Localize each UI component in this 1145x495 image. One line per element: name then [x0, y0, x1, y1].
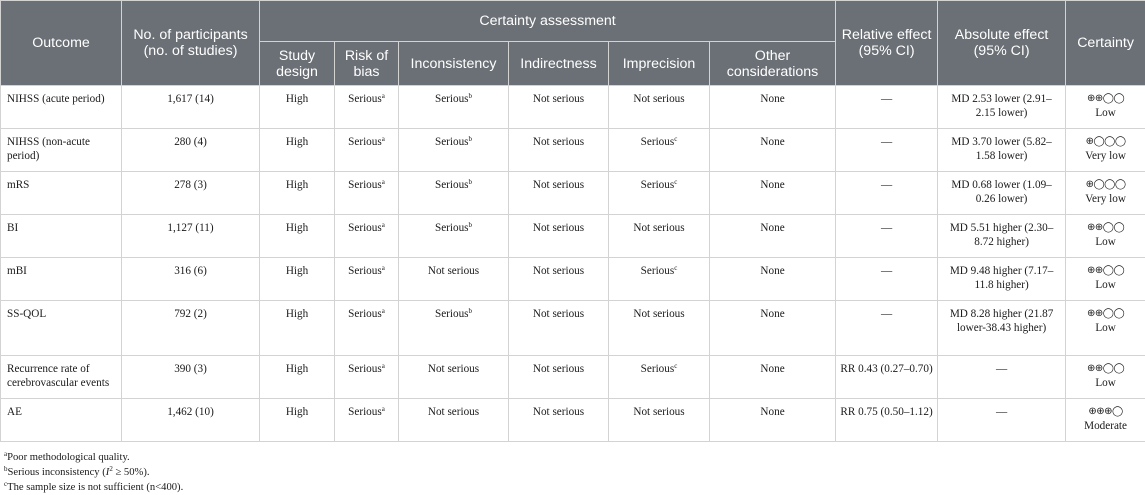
cell-relative-effect: — — [836, 86, 938, 129]
cell-inconsistency: Serious$^b$ — [399, 301, 509, 356]
cell-absolute-effect: MD 2.53 lower (2.91–2.15 lower) — [938, 86, 1066, 129]
cell-relative-effect: RR 0.75 (0.50–1.12) — [836, 399, 938, 442]
cell-indirectness: Not serious — [509, 356, 609, 399]
cell-risk-of-bias: Serious$^a$ — [335, 215, 399, 258]
certainty-label: Low — [1070, 376, 1141, 390]
cell-relative-effect: — — [836, 129, 938, 172]
cell-indirectness: Not serious — [509, 258, 609, 301]
table-row — [1, 356, 1145, 399]
cell-study-design: High — [260, 356, 335, 399]
cell-absolute-effect: MD 5.51 higher (2.30–8.72 higher) — [938, 215, 1066, 258]
cell-participants: 390 (3) — [122, 356, 260, 399]
footnote-b: $^b$Serious inconsistency $(I^2 \ge 50\%)$. — [4, 465, 1145, 480]
cell-study-design: High — [260, 129, 335, 172]
header-indirectness: Indirectness — [509, 42, 609, 86]
cell-risk-of-bias: Serious$^a$ — [335, 86, 399, 129]
cell-inconsistency: Serious$^b$ — [399, 86, 509, 129]
cell-certainty — [1066, 86, 1145, 129]
cell-relative-effect: — — [836, 258, 938, 301]
header-other-considerations: Other considerations — [710, 42, 836, 86]
cell-participants: 1,617 (14) — [122, 86, 260, 129]
cell-imprecision: Serious$^c$ — [609, 129, 710, 172]
cell-relative-effect: — — [836, 172, 938, 215]
cell-relative-effect: RR 0.43 (0.27–0.70) — [836, 356, 938, 399]
cell-study-design: High — [260, 172, 335, 215]
cell-inconsistency: Serious$^b$ — [399, 129, 509, 172]
certainty-rating-icon: ⊕⊕◯◯ — [1070, 264, 1141, 278]
cell-study-design: High — [260, 399, 335, 442]
cell-inconsistency: Serious$^b$ — [399, 215, 509, 258]
cell-imprecision: Serious$^c$ — [609, 356, 710, 399]
cell-study-design: High — [260, 86, 335, 129]
cell-relative-effect: — — [836, 301, 938, 356]
header-inconsistency: Inconsistency — [399, 42, 509, 86]
cell-study-design: High — [260, 301, 335, 356]
cell-risk-of-bias: Serious$^a$ — [335, 258, 399, 301]
table-row — [1, 129, 1145, 172]
cell-outcome: SS-QOL — [1, 301, 122, 356]
cell-imprecision: Not serious — [609, 399, 710, 442]
certainty-label: Low — [1070, 106, 1141, 120]
cell-outcome: NIHSS (non-acute period) — [1, 129, 122, 172]
certainty-rating-icon: ⊕⊕⊕◯ — [1070, 405, 1141, 419]
cell-certainty — [1066, 301, 1145, 356]
certainty-label: Low — [1070, 321, 1141, 335]
footnote-a: $^a$Poor methodological quality. — [4, 450, 1145, 465]
cell-inconsistency: Not serious — [399, 258, 509, 301]
certainty-rating-icon: ⊕⊕◯◯ — [1070, 307, 1141, 321]
cell-absolute-effect: — — [938, 399, 1066, 442]
header-study-design: Study design — [260, 42, 335, 86]
header-relative-effect: Relative effect (95% CI) — [836, 1, 938, 86]
cell-certainty — [1066, 399, 1145, 442]
cell-indirectness: Not serious — [509, 129, 609, 172]
cell-relative-effect: — — [836, 215, 938, 258]
cell-other-considerations: None — [710, 356, 836, 399]
certainty-label: Moderate — [1070, 419, 1141, 433]
cell-certainty — [1066, 258, 1145, 301]
cell-absolute-effect: MD 8.28 higher (21.87 lower-38.43 higher) — [938, 301, 1066, 356]
cell-risk-of-bias: Serious$^a$ — [335, 356, 399, 399]
header-absolute-effect: Absolute effect (95% CI) — [938, 1, 1066, 86]
table-row — [1, 172, 1145, 215]
cell-certainty — [1066, 215, 1145, 258]
cell-outcome: AE — [1, 399, 122, 442]
cell-risk-of-bias: Serious$^a$ — [335, 172, 399, 215]
cell-outcome: mRS — [1, 172, 122, 215]
cell-imprecision: Not serious — [609, 301, 710, 356]
cell-other-considerations: None — [710, 86, 836, 129]
table-body — [1, 86, 1145, 442]
cell-certainty — [1066, 172, 1145, 215]
cell-participants: 792 (2) — [122, 301, 260, 356]
cell-absolute-effect: MD 0.68 lower (1.09–0.26 lower) — [938, 172, 1066, 215]
cell-absolute-effect: MD 3.70 lower (5.82–1.58 lower) — [938, 129, 1066, 172]
cell-participants: 280 (4) — [122, 129, 260, 172]
cell-other-considerations: None — [710, 129, 836, 172]
cell-certainty — [1066, 129, 1145, 172]
cell-other-considerations: None — [710, 399, 836, 442]
header-certainty-assessment: Certainty assessment — [260, 1, 836, 42]
cell-inconsistency: Not serious — [399, 399, 509, 442]
certainty-rating-icon: ⊕⊕◯◯ — [1070, 362, 1141, 376]
cell-outcome: BI — [1, 215, 122, 258]
cell-outcome: mBI — [1, 258, 122, 301]
cell-study-design: High — [260, 258, 335, 301]
cell-inconsistency: Serious$^b$ — [399, 172, 509, 215]
cell-imprecision: Serious$^c$ — [609, 172, 710, 215]
header-participants: No. of participants (no. of studies) — [122, 1, 260, 86]
certainty-label: Very low — [1070, 149, 1141, 163]
header-risk-of-bias: Risk of bias — [335, 42, 399, 86]
cell-other-considerations: None — [710, 215, 836, 258]
certainty-label: Low — [1070, 235, 1141, 249]
header-imprecision: Imprecision — [609, 42, 710, 86]
cell-outcome: Recurrence rate of cerebrovascular events — [1, 356, 122, 399]
certainty-rating-icon: ⊕⊕◯◯ — [1070, 92, 1141, 106]
certainty-label: Low — [1070, 278, 1141, 292]
cell-indirectness: Not serious — [509, 86, 609, 129]
cell-inconsistency: Not serious — [399, 356, 509, 399]
cell-other-considerations: None — [710, 172, 836, 215]
cell-outcome: NIHSS (acute period) — [1, 86, 122, 129]
cell-study-design: High — [260, 215, 335, 258]
cell-risk-of-bias: Serious$^a$ — [335, 301, 399, 356]
certainty-rating-icon: ⊕⊕◯◯ — [1070, 221, 1141, 235]
table-row — [1, 86, 1145, 129]
cell-imprecision: Not serious — [609, 215, 710, 258]
cell-imprecision: Serious$^c$ — [609, 258, 710, 301]
footnote-c: $^c$The sample size is not sufficient (n<400). — [4, 480, 1145, 495]
cell-absolute-effect: MD 9.48 higher (7.17–11.8 higher) — [938, 258, 1066, 301]
cell-indirectness: Not serious — [509, 215, 609, 258]
cell-indirectness: Not serious — [509, 172, 609, 215]
cell-participants: 316 (6) — [122, 258, 260, 301]
cell-risk-of-bias: Serious$^a$ — [335, 399, 399, 442]
certainty-rating-icon: ⊕◯◯◯ — [1070, 135, 1141, 149]
table-row — [1, 399, 1145, 442]
certainty-rating-icon: ⊕◯◯◯ — [1070, 178, 1141, 192]
cell-participants: 1,462 (10) — [122, 399, 260, 442]
cell-other-considerations: None — [710, 301, 836, 356]
cell-risk-of-bias: Serious$^a$ — [335, 129, 399, 172]
table-row — [1, 301, 1145, 356]
cell-other-considerations: None — [710, 258, 836, 301]
cell-participants: 1,127 (11) — [122, 215, 260, 258]
certainty-label: Very low — [1070, 192, 1141, 206]
cell-certainty — [1066, 356, 1145, 399]
header-outcome: Outcome — [1, 1, 122, 86]
footnotes — [0, 442, 1145, 495]
cell-indirectness: Not serious — [509, 301, 609, 356]
table-row — [1, 258, 1145, 301]
table-row — [1, 215, 1145, 258]
cell-participants: 278 (3) — [122, 172, 260, 215]
header-certainty: Certainty — [1066, 1, 1145, 86]
cell-imprecision: Not serious — [609, 86, 710, 129]
cell-absolute-effect: — — [938, 356, 1066, 399]
cell-indirectness: Not serious — [509, 399, 609, 442]
